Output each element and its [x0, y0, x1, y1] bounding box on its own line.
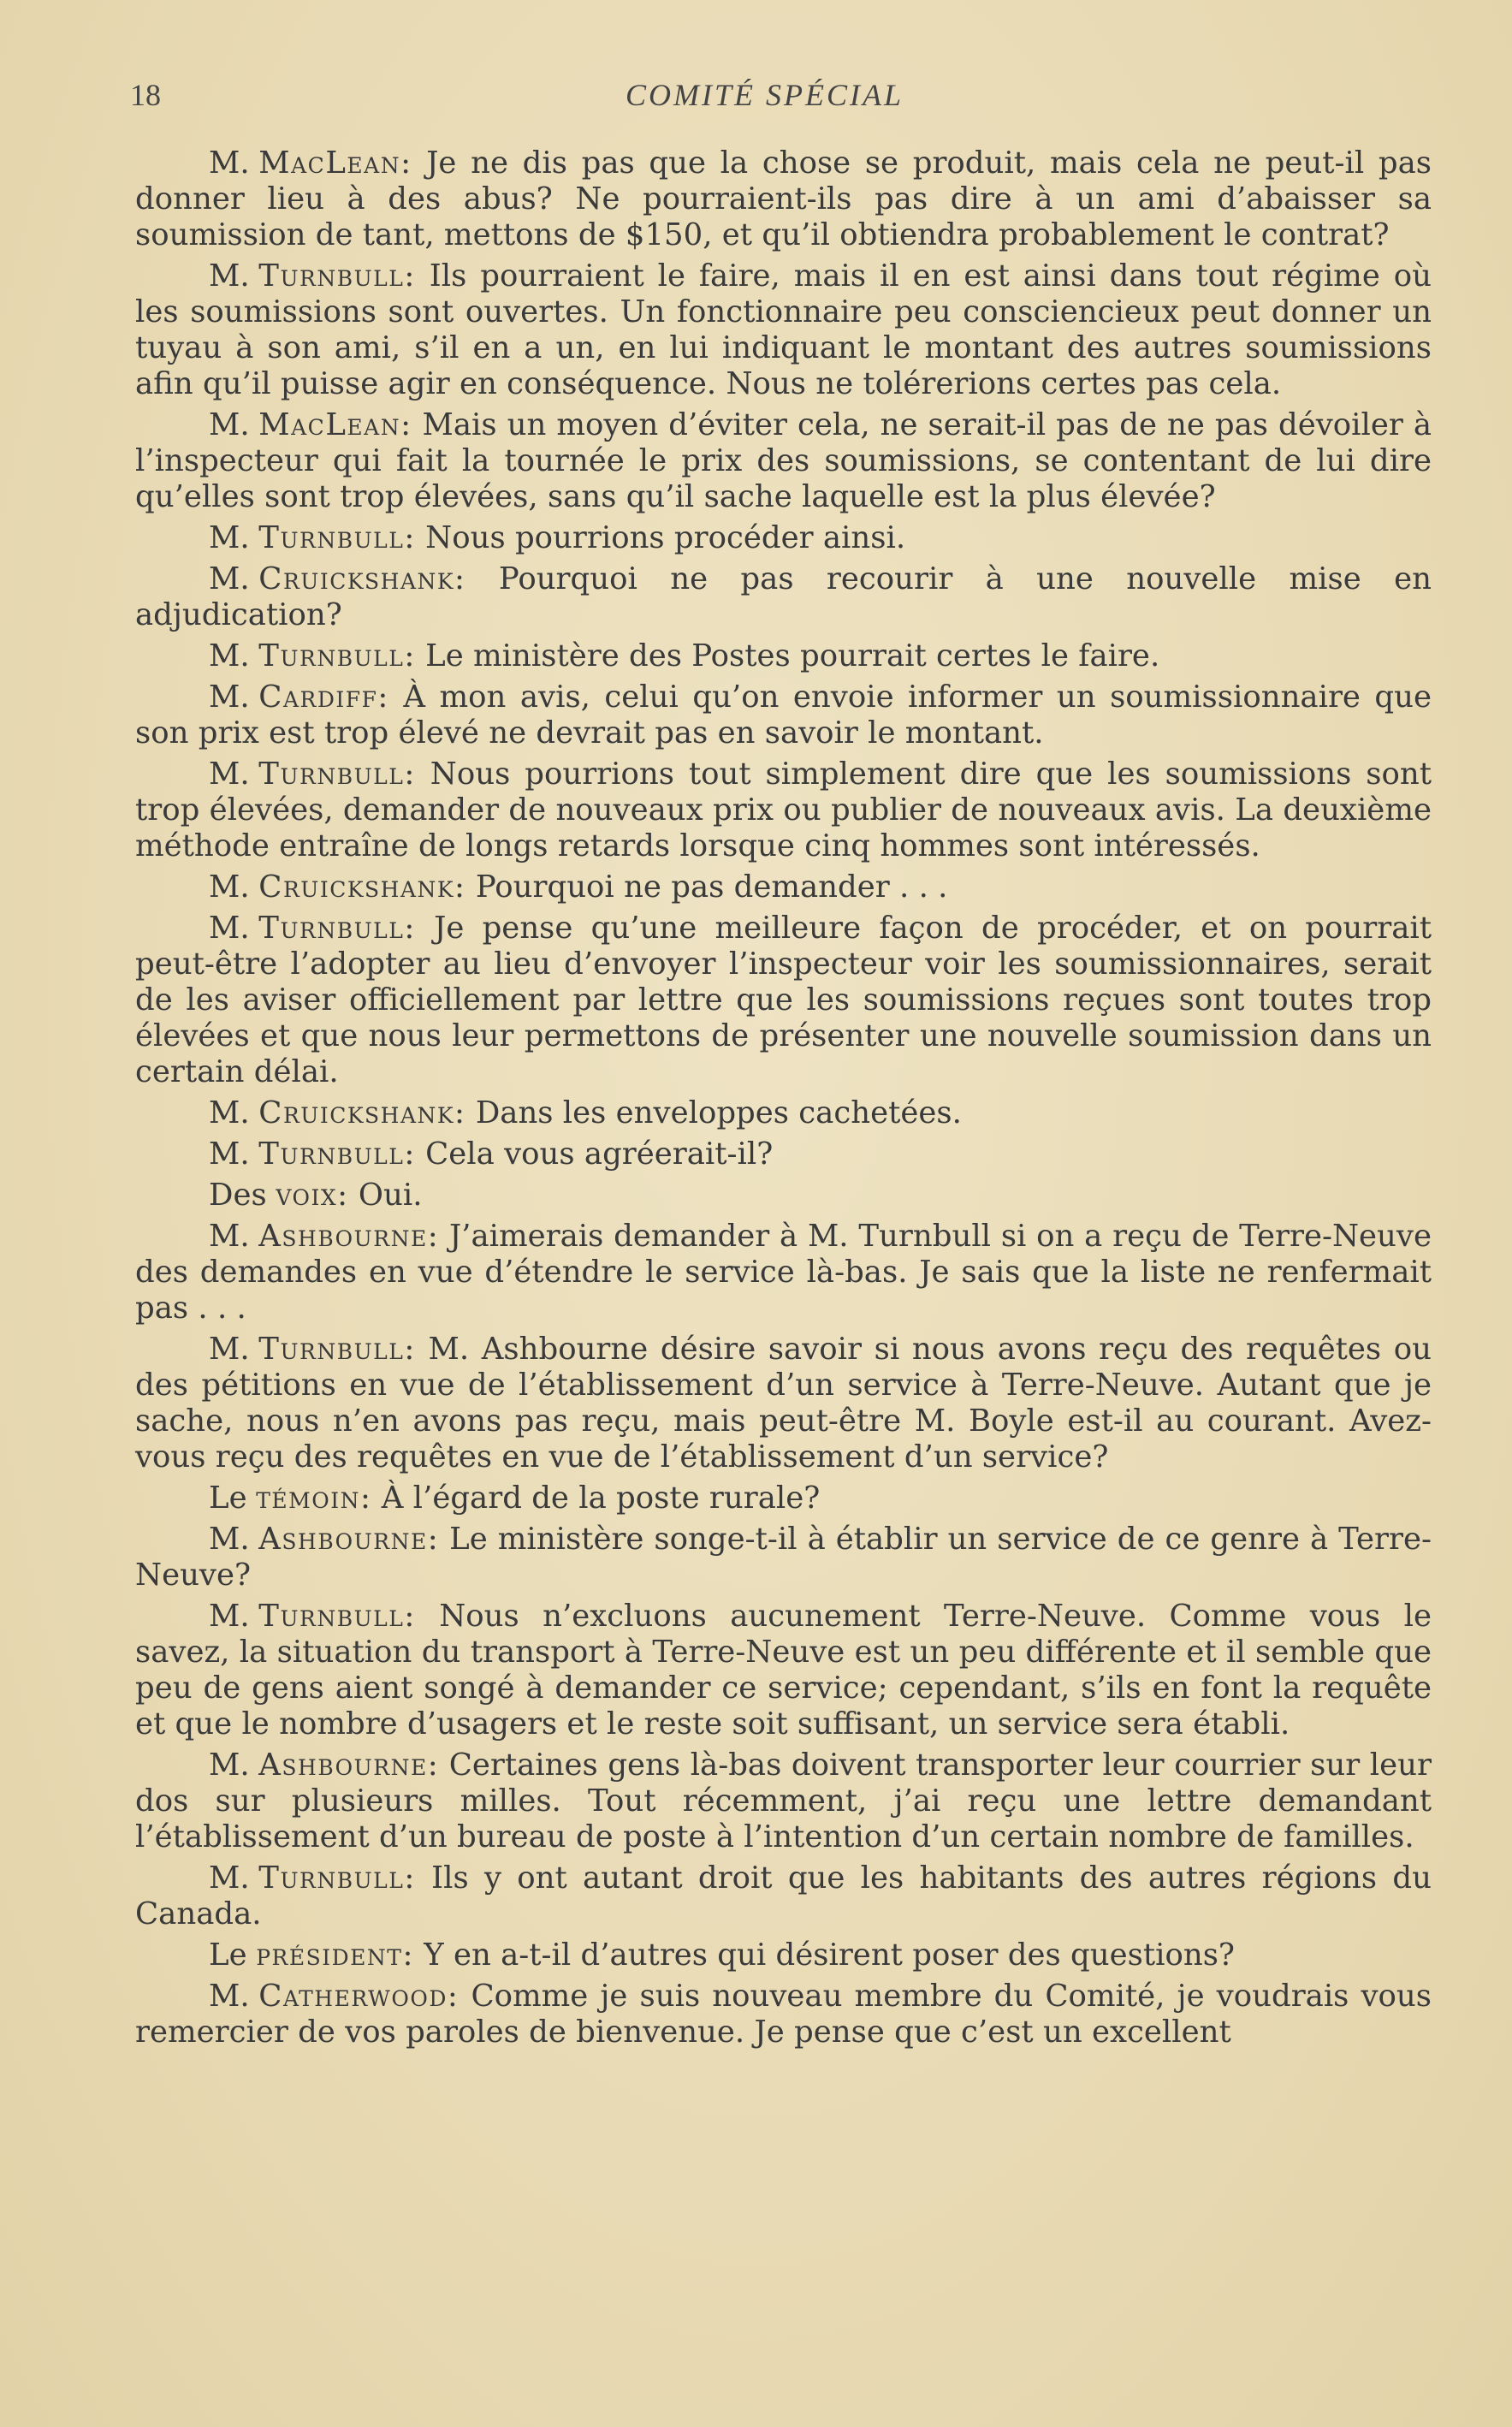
transcript-paragraph [135, 407, 1432, 515]
speaker-name: Turnbull: [258, 757, 416, 792]
speaker-name: Cruickshank: [258, 561, 466, 596]
speaker-name: président: [256, 1937, 414, 1973]
transcript-body [135, 145, 1432, 2056]
transcript-paragraph [135, 1979, 1432, 2050]
transcript-paragraph [135, 1748, 1432, 1855]
speaker-title: M. [209, 1332, 250, 1367]
speaker-title: Le [209, 1937, 247, 1973]
transcript-paragraph [135, 1219, 1432, 1326]
speaker-title: M. [209, 757, 250, 792]
speech-text: Je ne dis pas que la chose se produit, mais cela ne peut-il pas donner lieu à des abus? Ne pourraient-ils pas dire à un ami d’abaisser sa soumission de tant, mettons de $150, et qu’il obtiendra probablement le contrat? [135, 145, 1432, 252]
transcript-paragraph [135, 1136, 1432, 1172]
speaker-title: M. [209, 407, 250, 442]
transcript-paragraph [135, 145, 1432, 253]
speech-text: Pourquoi ne pas demander . . . [475, 869, 948, 905]
speaker-name: voix: [276, 1178, 349, 1213]
speaker-name: Turnbull: [258, 1332, 416, 1367]
transcript-paragraph [135, 869, 1432, 905]
transcript-paragraph [135, 757, 1432, 864]
speaker-name: Turnbull: [258, 638, 416, 674]
speaker-title: M. [209, 1860, 250, 1896]
speaker-name: Turnbull: [258, 1860, 416, 1896]
speech-text: Ils y ont autant droit que les habitants des autres régions du Canada. [135, 1860, 1432, 1932]
speech-text: Nous n’excluons aucunement Terre-Neuve. Comme vous le savez, la situation du transport à Terre-Neuve est un peu différente et il semble que peu de gens aient songé à demander ce service; cependant, s’ils en font la requête et que le nombre d’usagers et le reste soit suffisant, un service sera établi. [135, 1599, 1432, 1742]
speaker-name: Cardiff: [258, 679, 389, 715]
speech-text: M. Ashbourne désire savoir si nous avons reçu des requêtes ou des pétitions en vue de l’établissement d’un service à Terre-Neuve. Autant que je sache, nous n’en avons pas reçu, mais peut-être M. Boyle est-il au courant. Avez-vous reçu des requêtes en vue de l’établissement d’un service? [135, 1332, 1432, 1475]
transcript-paragraph [135, 911, 1432, 1090]
speech-text: Cela vous agréerait-il? [425, 1136, 774, 1172]
speaker-name: MacLean: [258, 145, 412, 181]
speaker-title: M. [209, 258, 250, 294]
transcript-paragraph [135, 1860, 1432, 1932]
transcript-paragraph [135, 1481, 1432, 1516]
transcript-paragraph [135, 1178, 1432, 1214]
speaker-title: M. [209, 911, 250, 946]
speaker-title: M. [209, 1095, 250, 1130]
speaker-name: Turnbull: [258, 911, 416, 946]
transcript-paragraph [135, 1095, 1432, 1131]
speaker-name: Cruickshank: [258, 1095, 466, 1130]
transcript-paragraph [135, 561, 1432, 633]
speaker-name: Turnbull: [258, 1599, 416, 1634]
speech-text: Certaines gens là-bas doivent transporter leur courrier sur leur dos sur plusieurs milles. Tout récemment, j’ai reçu une lettre demandant l’établissement d’un bureau de poste à l’intention d’un certain nombre de familles. [135, 1748, 1432, 1854]
speech-text: Ils pourraient le faire, mais il en est ainsi dans tout régime où les soumissions sont ouvertes. Un fonctionnaire peu consciencieux peut donner un tuyau à son ami, s’il en a un, en lui indiquant le montant des autres soumissions afin qu’il puisse agir en conséquence. Nous ne tolérerions certes pas cela. [135, 258, 1432, 401]
speech-text: À l’égard de la poste rurale? [381, 1481, 821, 1516]
speech-text: Pourquoi ne pas recourir à une nouvelle mise en adjudication? [135, 561, 1432, 632]
speech-text: Nous pourrions tout simplement dire que les soumissions sont trop élevées, demander de nouveaux prix ou publier de nouveaux avis. La deuxième méthode entraîne de longs retards lorsque cinq hommes sont intéressés. [135, 757, 1432, 863]
speaker-title: M. [209, 1219, 250, 1254]
speaker-title: M. [209, 520, 250, 555]
speech-text: À mon avis, celui qu’on envoie informer un soumissionnaire que son prix est trop élevé ne devrait pas en savoir le montant. [135, 679, 1432, 751]
transcript-paragraph [135, 258, 1432, 402]
transcript-paragraph [135, 638, 1432, 674]
speech-text: Dans les enveloppes cachetées. [475, 1095, 962, 1130]
speech-text: J’aimerais demander à M. Turnbull si on a reçu de Terre-Neuve des demandes en vue d’étendre le service là-bas. Je sais que la liste ne renfermait pas . . . [135, 1219, 1432, 1326]
speech-text: Nous pourrions procéder ainsi. [425, 520, 906, 555]
running-head: COMITÉ SPÉCIAL [626, 78, 904, 112]
speaker-title: M. [209, 561, 250, 596]
page-number: 18 [130, 78, 161, 112]
speaker-title: M. [209, 638, 250, 674]
speaker-title: Le [209, 1481, 247, 1516]
speaker-title: M. [209, 145, 250, 181]
transcript-paragraph [135, 1599, 1432, 1742]
speaker-title: M. [209, 1748, 250, 1783]
speaker-title: M. [209, 869, 250, 905]
speaker-name: Ashbourne: [258, 1522, 440, 1557]
speech-text: Le ministère songe-t-il à établir un service de ce genre à Terre-Neuve? [135, 1522, 1432, 1593]
speaker-title: M. [209, 1136, 250, 1172]
speaker-name: Ashbourne: [258, 1219, 440, 1254]
speaker-name: MacLean: [258, 407, 412, 442]
speech-text: Oui. [358, 1178, 423, 1213]
speaker-title: M. [209, 679, 250, 715]
speaker-name: Turnbull: [258, 1136, 416, 1172]
speaker-name: Cruickshank: [258, 869, 466, 905]
speaker-name: témoin: [256, 1481, 372, 1516]
transcript-paragraph [135, 679, 1432, 751]
speaker-title: M. [209, 1522, 250, 1557]
speaker-name: Catherwood: [258, 1979, 460, 2014]
speech-text: Le ministère des Postes pourrait certes le faire. [425, 638, 1160, 674]
speaker-name: Ashbourne: [258, 1748, 440, 1783]
transcript-paragraph [135, 520, 1432, 556]
speaker-name: Turnbull: [258, 520, 416, 555]
transcript-paragraph [135, 1522, 1432, 1593]
speech-text: Y en a-t-il d’autres qui désirent poser des questions? [424, 1937, 1235, 1973]
speech-text: Mais un moyen d’éviter cela, ne serait-il pas de ne pas dévoiler à l’inspecteur qui fait la tournée le prix des soumissions, se contentant de lui dire qu’elles sont trop élevées, sans qu’il sache laquelle est la plus élevée? [135, 407, 1432, 514]
speaker-name: Turnbull: [258, 258, 416, 294]
speech-text: Comme je suis nouveau membre du Comité, je voudrais vous remercier de vos paroles de bienvenue. Je pense que c’est un excellent [135, 1979, 1432, 2050]
transcript-paragraph [135, 1332, 1432, 1475]
speech-text: Je pense qu’une meilleure façon de procéder, et on pourrait peut-être l’adopter au lieu d’envoyer l’inspecteur voir les soumissionnaires, serait de les aviser officiellement par lettre que les soumissions reçues sont toutes trop élevées et que nous leur permettons de présenter une nouvelle soumission dans un certain délai. [135, 911, 1432, 1089]
speaker-title: M. [209, 1979, 250, 2014]
speaker-title: M. [209, 1599, 250, 1634]
transcript-paragraph [135, 1937, 1432, 1973]
speaker-title: Des [209, 1178, 267, 1213]
